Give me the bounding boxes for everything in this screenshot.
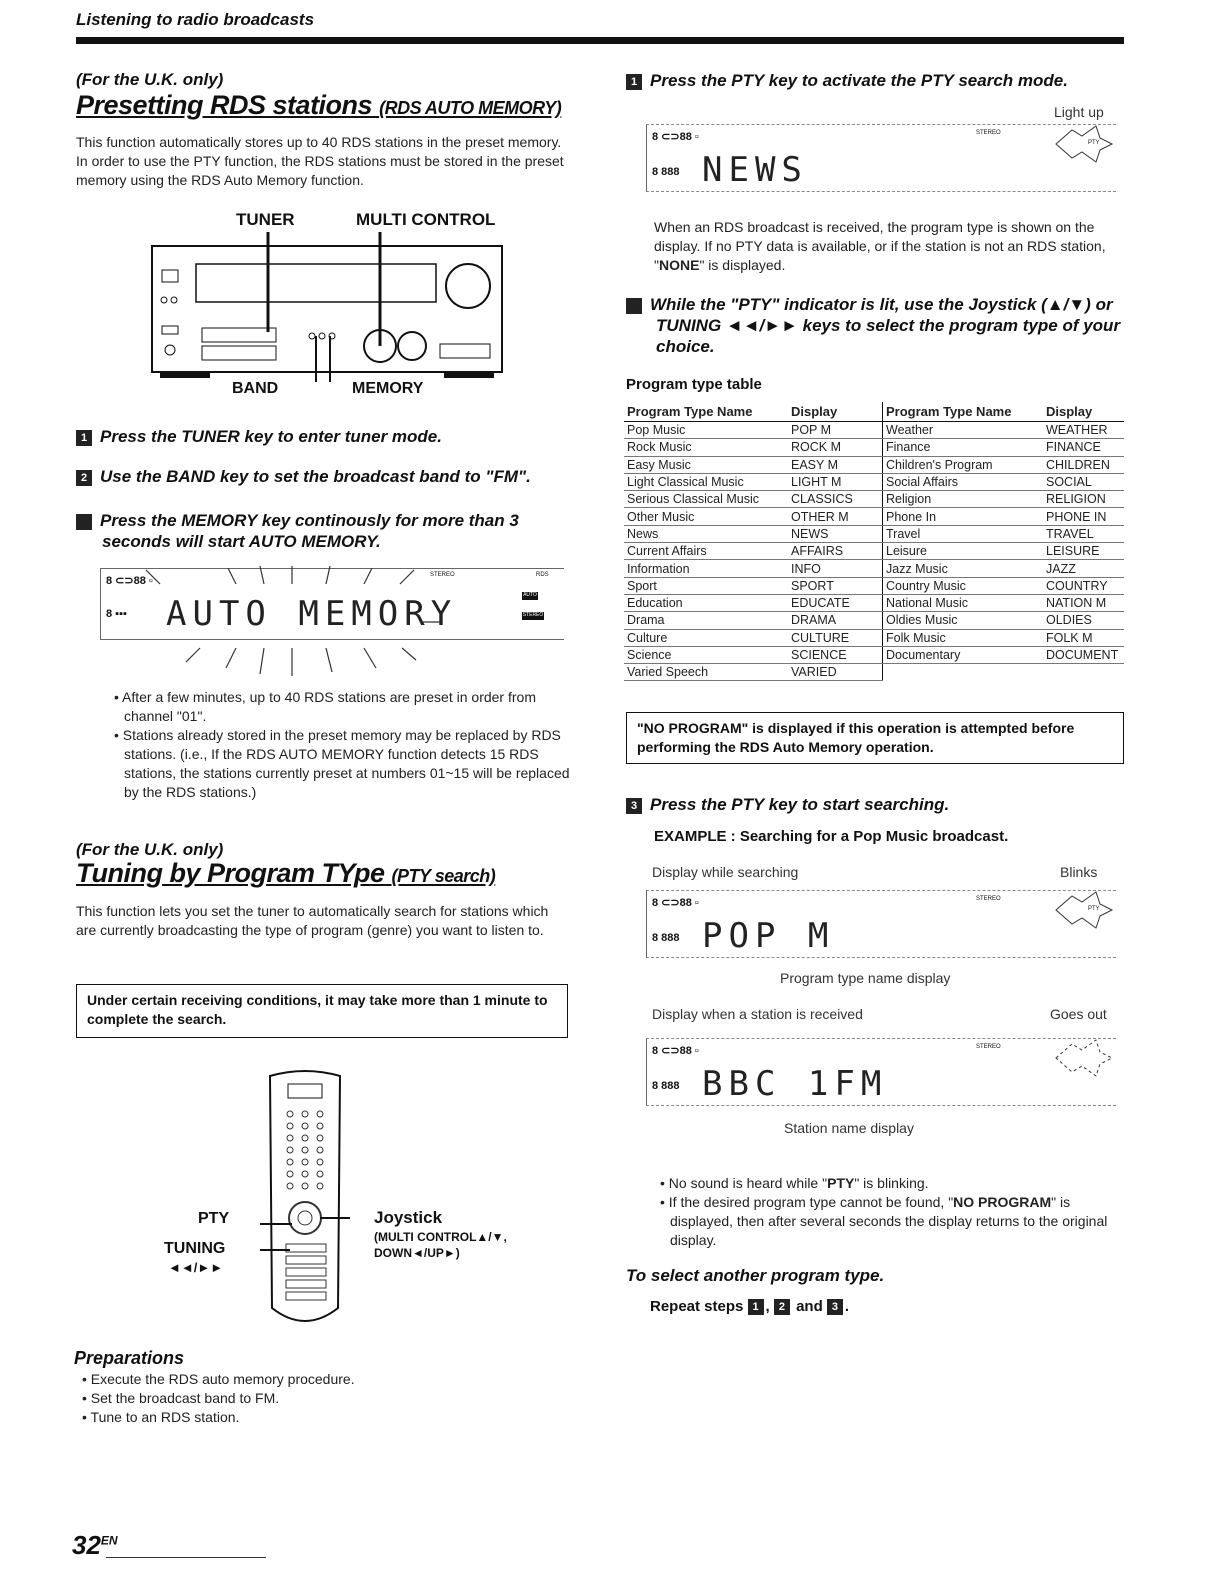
program-type-cell: Country Music: [883, 577, 1044, 594]
lcd-news-text: NEWS: [702, 150, 808, 190]
note-part: " is blinking.: [854, 1175, 929, 1191]
right-step-2: [615, 294, 1156, 357]
display-cell: OLDIES: [1043, 612, 1124, 629]
step-number: 1: [626, 74, 642, 90]
header-rule: [76, 37, 1124, 44]
program-type-cell: Culture: [624, 629, 788, 646]
program-type-cell: Easy Music: [624, 456, 788, 473]
note-item: [654, 1174, 1120, 1193]
prep-item: • Set the broadcast band to FM.: [82, 1390, 280, 1406]
table-row: [624, 491, 1124, 508]
display-cell: POP M: [788, 422, 883, 439]
program-type-table: [624, 402, 1124, 681]
presetting-title-main: Presetting RDS stations: [76, 90, 373, 120]
program-type-cell: Children's Program: [883, 456, 1044, 473]
display-cell: DRAMA: [788, 612, 883, 629]
repeat-steps: Repeat steps 1 , 2 and 3 .: [650, 1298, 850, 1315]
display-cell: EDUCATE: [788, 594, 883, 611]
desc-part: When an RDS broadcast is received, the program type is shown on the display. If no PTY data is available, or if the station is not an RDS station, ": [654, 219, 1106, 273]
display-cell: DOCUMENT: [1043, 646, 1124, 663]
display-cell: NATION M: [1043, 594, 1124, 611]
receiver-diagram: [150, 206, 510, 406]
lcd-pop-text: POP M: [702, 916, 835, 956]
lcd-indicators-2: 8 ▪▪▪: [106, 608, 127, 620]
display-cell: OTHER M: [788, 508, 883, 525]
left-step-2: [76, 466, 531, 487]
presetting-title: [76, 90, 561, 121]
program-type-cell: News: [624, 525, 788, 542]
step-text: Use the BAND key to set the broadcast band to "FM".: [100, 467, 531, 486]
pty-intro: This function lets you set the tuner to automatically search for stations which are currently broadcasting the type of program (genre) you want to listen to.: [76, 903, 549, 938]
step-text: Press the PTY key to activate the PTY search mode.: [650, 71, 1068, 90]
display-cell: JAZZ: [1043, 560, 1124, 577]
step-number: 3: [76, 514, 92, 530]
table-row: [624, 629, 1124, 646]
prep-item: • Tune to an RDS station.: [82, 1409, 240, 1425]
program-type-cell: Sport: [624, 577, 788, 594]
pty-off-icon: [1042, 1038, 1116, 1078]
table-body: [624, 422, 1124, 681]
program-type-cell: Light Classical Music: [624, 473, 788, 490]
tuner-label: TUNER: [236, 210, 295, 229]
program-type-cell: Information: [624, 560, 788, 577]
display-cell: WEATHER: [1043, 422, 1124, 439]
col-header: Program Type Name: [883, 402, 1044, 422]
pty-indicator: PTY: [1088, 906, 1100, 912]
program-type-cell: Social Affairs: [883, 473, 1044, 490]
lcd-auto-badge: AUTO: [523, 592, 537, 598]
search-notes: [654, 1174, 1120, 1250]
desc-part: " is displayed.: [699, 257, 786, 273]
program-type-cell: Varied Speech: [624, 664, 788, 681]
table-row: [624, 577, 1124, 594]
display-cell: [1043, 664, 1124, 681]
display-cell: CULTURE: [788, 629, 883, 646]
display-cell: COUNTRY: [1043, 577, 1124, 594]
left-step-3: [67, 510, 562, 552]
and-text: and: [796, 1298, 823, 1315]
program-type-cell: Education: [624, 594, 788, 611]
program-type-cell: Other Music: [624, 508, 788, 525]
step1-description: [654, 218, 1124, 275]
band-label: BAND: [232, 380, 279, 397]
prep-item: • Execute the RDS auto memory procedure.: [82, 1371, 355, 1387]
receiver-drawing: [150, 232, 510, 382]
uk-only-tag-2: (For the U.K. only): [76, 840, 224, 859]
left-step-1: [76, 426, 442, 447]
page-number-value: 32: [72, 1530, 101, 1560]
joystick-label: Joystick: [374, 1208, 443, 1227]
table-row: [624, 456, 1124, 473]
lcd-indicators-2: 8 888: [652, 932, 680, 944]
pty-search-title: [76, 858, 495, 889]
note-part: • If the desired program type cannot be found, ": [660, 1194, 954, 1210]
program-type-cell: Travel: [883, 525, 1044, 542]
table-row: [624, 439, 1124, 456]
display-cell: FINANCE: [1043, 439, 1124, 456]
lcd-indicators-2: 8 888: [652, 166, 680, 178]
right-step-3: [626, 794, 949, 815]
lcd-pop: [646, 890, 1116, 962]
pty-blink-icon: [1042, 890, 1116, 930]
station-name-caption: Station name display: [784, 1120, 914, 1136]
display-cell: ROCK M: [788, 439, 883, 456]
lcd-rds: RDS: [536, 572, 549, 578]
another-type-title: To select another program type.: [626, 1266, 885, 1285]
display-cell: LEISURE: [1043, 543, 1124, 560]
search-time-note: Under certain receiving conditions, it may take more than 1 minute to complete the search.: [76, 984, 568, 1038]
joystick-sub-2: DOWN◄/UP►): [374, 1246, 460, 1260]
col-header: Display: [788, 402, 883, 422]
pty-title-main: Tuning by Program TYpe: [76, 858, 385, 888]
step-text: Press the TUNER key to enter tuner mode.: [100, 427, 442, 446]
lcd-bbc-text: BBC 1FM: [702, 1064, 888, 1104]
page-lang: EN: [100, 1533, 118, 1548]
program-type-cell: Phone In: [883, 508, 1044, 525]
lcd-indicators: 8 ⊂⊃88 ▫: [652, 1045, 699, 1057]
program-type-cell: National Music: [883, 594, 1044, 611]
note-bold: NO PROGRAM: [953, 1194, 1052, 1210]
step-text: While the "PTY" indicator is lit, use the Joystick (▲/▼) or TUNING ◄◄/►► keys to select the program type of your choice.: [650, 295, 1121, 356]
lcd-stereo: STEREO: [976, 1044, 1001, 1050]
step-number: 3: [626, 798, 642, 814]
table-row: [624, 543, 1124, 560]
light-up-label: Light up: [1054, 104, 1104, 120]
program-type-cell: Rock Music: [624, 439, 788, 456]
program-type-cell: Serious Classical Music: [624, 491, 788, 508]
lcd-auto-memory: [100, 560, 568, 680]
pty-name-caption: Program type name display: [780, 970, 951, 986]
program-type-cell: Folk Music: [883, 629, 1044, 646]
auto-memory-notes: [108, 688, 570, 802]
remote-drawing: [260, 1068, 350, 1338]
right-step-1: [626, 70, 1068, 91]
program-type-cell: Documentary: [883, 646, 1044, 663]
step-number: 1: [748, 1299, 764, 1315]
display-cell: AFFAIRS: [788, 543, 883, 560]
step-text: Press the MEMORY key continously for more than 3 seconds will start AUTO MEMORY.: [100, 511, 519, 551]
display-cell: CHILDREN: [1043, 456, 1124, 473]
display-cell: SOCIAL: [1043, 473, 1124, 490]
table-row: [624, 646, 1124, 663]
program-type-cell: Leisure: [883, 543, 1044, 560]
step-text: Press the PTY key to start searching.: [650, 795, 950, 814]
program-type-cell: Oldies Music: [883, 612, 1044, 629]
footer-rule: [106, 1557, 266, 1558]
presetting-title-sub: (RDS AUTO MEMORY): [379, 98, 562, 118]
program-type-cell: Current Affairs: [624, 543, 788, 560]
program-type-cell: Weather: [883, 422, 1044, 439]
lcd-stereo-badge: STEREO: [522, 612, 544, 618]
table-row: [624, 508, 1124, 525]
lcd-bbc: [646, 1038, 1116, 1110]
display-cell: LIGHT M: [788, 473, 883, 490]
table-row: [624, 473, 1124, 490]
no-program-note: "NO PROGRAM" is displayed if this operation is attempted before performing the RDS Auto Memory operation.: [626, 712, 1124, 764]
table-row: [624, 422, 1124, 439]
table-title: Program type table: [626, 376, 762, 393]
display-cell: INFO: [788, 560, 883, 577]
col-header: Display: [1043, 402, 1124, 422]
table-row: [624, 560, 1124, 577]
lcd-indicators: 8 ⊂⊃88 ▫: [106, 575, 153, 587]
display-cell: FOLK M: [1043, 629, 1124, 646]
multi-control-label: MULTI CONTROL: [356, 210, 496, 229]
program-type-cell: Pop Music: [624, 422, 788, 439]
none-word: NONE: [658, 257, 700, 273]
display-cell: CLASSICS: [788, 491, 883, 508]
table-row: [624, 594, 1124, 611]
col-header: Program Type Name: [624, 402, 788, 422]
pty-key-label: PTY: [198, 1210, 230, 1227]
program-type-cell: Finance: [883, 439, 1044, 456]
tuning-symbols: ◄◄/►►: [168, 1260, 224, 1275]
table-row: [624, 664, 1124, 681]
program-type-cell: Science: [624, 646, 788, 663]
display-searching-label: Display while searching: [652, 864, 799, 880]
lcd-news: [646, 124, 1116, 196]
program-type-cell: Jazz Music: [883, 560, 1044, 577]
display-received-label: Display when a station is received: [652, 1006, 863, 1022]
note-item: • Stations already stored in the preset memory may be replaced by RDS stations. (i.e., If the RDS AUTO MEMORY function detects 15 RDS stations, the stations currently preset at numbers 01~15 will be replaced by the RDS stations.): [114, 727, 570, 800]
note-part: " is displayed, then after several seconds the display returns to the original display.: [670, 1194, 1108, 1248]
lcd-indicators: 8 ⊂⊃88 ▫: [652, 897, 699, 909]
tuning-key-label: TUNING: [164, 1240, 226, 1257]
lcd-indicators-2: 8 888: [652, 1080, 680, 1092]
step-number: 3: [827, 1299, 843, 1315]
step-number: 2: [76, 470, 92, 486]
display-cell: PHONE IN: [1043, 508, 1124, 525]
lcd-indicators: 8 ⊂⊃88 ▫: [652, 131, 699, 143]
step-number: 2: [774, 1299, 790, 1315]
repeat-text: Repeat steps: [650, 1298, 744, 1315]
preparations-list: [76, 1370, 355, 1427]
display-cell: EASY M: [788, 456, 883, 473]
lcd-stereo: STEREO: [976, 896, 1001, 902]
display-cell: VARIED: [788, 664, 883, 681]
program-type-cell: [883, 664, 1044, 681]
preparations-title: Preparations: [74, 1348, 185, 1368]
lcd-auto-text: AUTO MEMORY: [166, 594, 458, 634]
note-part: • No sound is heard while ": [660, 1175, 828, 1191]
joystick-sub-1: (MULTI CONTROL▲/▼,: [374, 1230, 507, 1244]
display-cell: TRAVEL: [1043, 525, 1124, 542]
lcd-stereo: STEREO: [976, 130, 1001, 136]
goes-out-label: Goes out: [1050, 1006, 1107, 1022]
display-cell: RELIGION: [1043, 491, 1124, 508]
pty-title-sub: (PTY search): [391, 866, 496, 886]
step-number: 1: [76, 430, 92, 446]
step-number: 2: [626, 298, 642, 314]
display-cell: SCIENCE: [788, 646, 883, 663]
display-cell: SPORT: [788, 577, 883, 594]
blinks-label: Blinks: [1060, 864, 1098, 880]
note-bold: PTY: [827, 1175, 855, 1191]
table-row: [624, 525, 1124, 542]
pty-light-icon: [1042, 124, 1116, 164]
section-header: Listening to radio broadcasts: [76, 10, 315, 29]
program-type-cell: Religion: [883, 491, 1044, 508]
remote-diagram: [160, 1068, 560, 1338]
memory-label: MEMORY: [352, 380, 424, 397]
table-row: [624, 612, 1124, 629]
note-item: [654, 1193, 1120, 1250]
lcd-blink-rays: [140, 560, 520, 680]
presetting-intro: This function automatically stores up to 40 RDS stations in the preset memory. In order to use the PTY function, the RDS stations must be stored in the preset memory using the RDS Auto Memory function.: [76, 134, 564, 188]
lcd-stereo: STEREO: [430, 572, 455, 578]
note-item: • After a few minutes, up to 40 RDS stations are preset in order from channel "01".: [114, 689, 536, 724]
uk-only-tag-1: (For the U.K. only): [76, 70, 224, 89]
pty-indicator: PTY: [1088, 140, 1100, 146]
program-type-cell: Drama: [624, 612, 788, 629]
display-cell: NEWS: [788, 525, 883, 542]
example-text: EXAMPLE : Searching for a Pop Music broadcast.: [654, 828, 1009, 845]
